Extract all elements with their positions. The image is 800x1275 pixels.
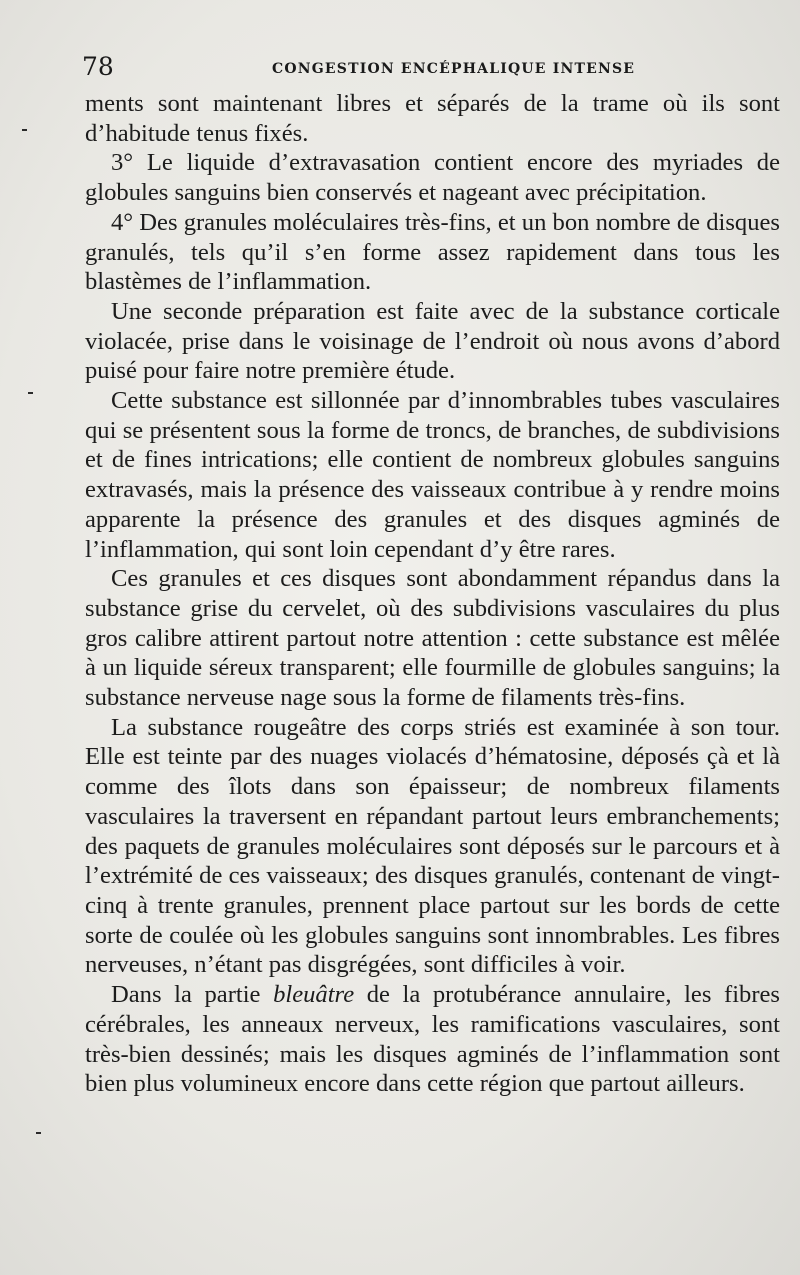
paragraph: 3° Le liquide d’extravasation contient encore des myriades de globules sanguins bien conservés et nageant avec précipitation. (85, 149, 780, 207)
paragraph: 4° Des granules moléculaires très-fins, et un bon nombre de disques granulés, tels qu’il s’en forme assez rapidement dans tous les blastèmes de l’inflammation. (85, 208, 780, 296)
paragraph: Cette substance est sillonnée par d’innombrables tubes vasculaires qui se présentent sous la forme de troncs, de branches, de subdivisions et de fines intrications; elle contient de nombreux globules sanguins extravasés, mais la présence des vaisseaux contribue à y rendre moins apparente la présence des granules et des disques agminés de l’inflammation, qui sont loin cependant d’y être rares. (85, 387, 780, 563)
paragraph: ments sont maintenant libres et séparés de la trame où ils sont d’habitude tenus fixés. (85, 90, 780, 147)
paragraph: La substance rougeâtre des corps striés est examinée à son tour. Elle est teinte par des nuages violacés d’hématosine, déposés çà et là comme des îlots dans son épaisseur; de nombreux filaments vasculaires la traversent en répandant partout leurs embranchements; des paquets de granules moléculaires sont déposés sur le parcours et à l’extrémité de ces vaisseaux; des disques granulés, contenant de vingt-cinq à trente granules, prennent place partout sur les bords de cette sorte de coulée où les globules sanguins sont innombrables. Les fibres nerveuses, n’étant pas disgrégées, sont difficiles à voir. (85, 713, 780, 979)
page-number: 78 (82, 52, 114, 81)
page-header (82, 52, 782, 88)
paragraph: Ces granules et ces disques sont abondamment répandus dans la substance grise du cervelet, où des subdivisions vasculaires du plus gros calibre attirent partout notre attention : cette substance est mêlée à un liquide séreux transparent; elle fourmille de globules sanguins; la substance nerveuse nage sous la forme de filaments très-fins. (85, 565, 780, 712)
margin-mark (36, 1132, 41, 1134)
paragraph: Une seconde préparation est faite avec de la substance corticale violacée, prise dans le voisinage de l’endroit où nous avons d’abord puisé pour faire notre première étude. (85, 297, 780, 385)
margin-mark (22, 129, 27, 131)
paragraph-text: Dans la partie (111, 981, 274, 1009)
paragraph (85, 980, 780, 1099)
italic-term: bleuâtre (273, 981, 355, 1009)
running-head: CONGESTION ENCÉPHALIQUE INTENSE (272, 61, 636, 77)
paragraph-text: de la protubérance annulaire, les fibres cérébrales, les anneaux nerveux, les ramifications vasculaires, sont très-bien dessinés; mais les disques agminés de l’inflammation sont bien plus volumineux encore dans cette région que partout ailleurs. (85, 981, 780, 1098)
margin-mark (28, 392, 33, 394)
body-text (85, 89, 780, 1099)
